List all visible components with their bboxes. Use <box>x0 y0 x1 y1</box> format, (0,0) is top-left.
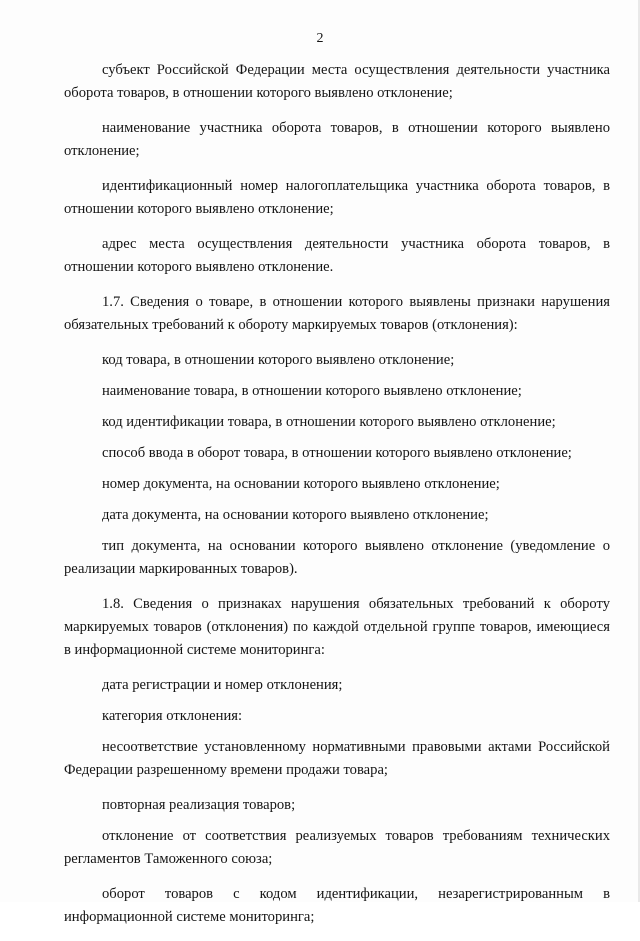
paragraph-technical-regulations: отклонение от соответствия реализуемых товаров требованиям технических регламентов Таможенного союза; <box>64 828 610 867</box>
paragraph-section-1-8: 1.8. Сведения о признаках нарушения обязательных требований к обороту маркируемых товаров (отклонения) по каждой отдельной группе товаров, имеющиеся в информационной системе мониторинга: <box>64 596 610 658</box>
paragraph-identification-code: код идентификации товара, в отношении которого выявлено отклонение; <box>102 414 556 430</box>
paragraph-participant-inn: идентификационный номер налогоплательщика участника оборота товаров, в отношении которого выявлено отклонение; <box>64 178 610 217</box>
paragraph-participant-address: адрес места осуществления деятельности участника оборота товаров, в отношении которого выявлено отклонение. <box>64 236 610 275</box>
paragraph-section-1-7: 1.7. Сведения о товаре, в отношении которого выявлены признаки нарушения обязательных требований к обороту маркируемых товаров (отклонения): <box>64 294 610 333</box>
page-number: 2 <box>316 31 324 46</box>
paragraph-repeated-sale: повторная реализация товаров; <box>102 797 296 813</box>
paragraph-participant-name: наименование участника оборота товаров, в отношении которого выявлено отклонение; <box>64 120 610 159</box>
paragraph-subject-federation: субъект Российской Федерации места осуществления деятельности участника оборота товаров, в отношении которого выявлено отклонение; <box>64 62 610 101</box>
paragraph-circulation-method: способ ввода в оборот товара, в отношении которого выявлено отклонение; <box>102 445 572 461</box>
paragraph-document-date: дата документа, на основании которого выявлено отклонение; <box>102 507 489 523</box>
paragraph-document-number: номер документа, на основании которого выявлено отклонение; <box>102 476 500 492</box>
paragraph-unregistered-code: оборот товаров с кодом идентификации, незарегистрированным в информационной системе мониторинга; <box>64 886 610 925</box>
paragraph-product-code: код товара, в отношении которого выявлено отклонение; <box>102 352 455 368</box>
document-body <box>64 59 610 941</box>
paragraph-deviation-category: категория отклонения: <box>102 708 243 724</box>
paragraph-product-name: наименование товара, в отношении которого выявлено отклонение; <box>102 383 522 399</box>
paragraph-sale-time-violation: несоответствие установленному нормативными правовыми актами Российской Федерации разрешенному времени продажи товара; <box>64 739 610 778</box>
paragraph-document-type: тип документа, на основании которого выявлено отклонение (уведомление о реализации маркированных товаров). <box>64 538 610 577</box>
paragraph-registration-date: дата регистрации и номер отклонения; <box>102 677 343 693</box>
